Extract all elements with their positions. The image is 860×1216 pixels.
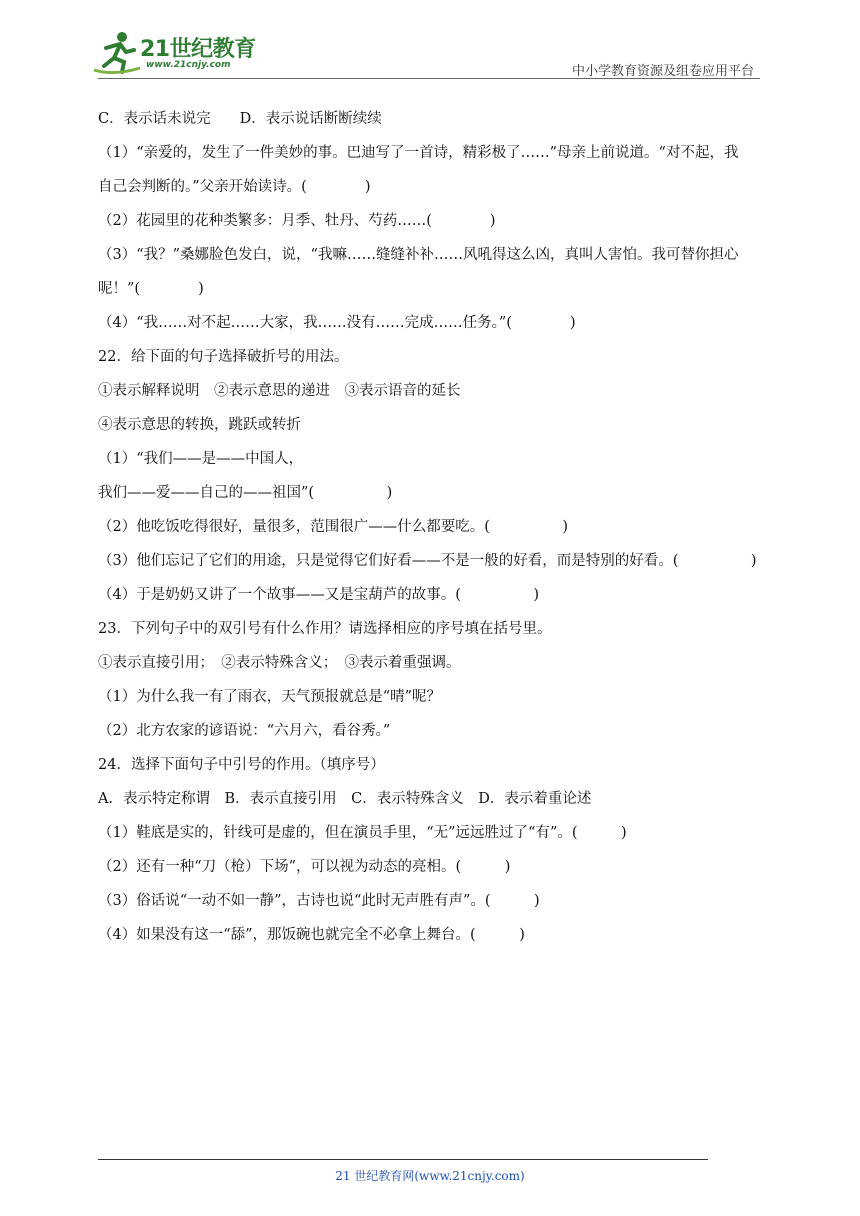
text-line: （2）还有一种“刀（枪）下场”，可以视为动态的亮相。( ) xyxy=(98,859,511,875)
text-line: （2）北方农家的谚语说：“六月六，看谷秀。” xyxy=(98,723,391,739)
text-line: （3）俗话说“一动不如一静”，古诗也说“此时无声胜有声”。( ) xyxy=(98,893,540,909)
logo-url-text: www.21cnjy.com xyxy=(146,60,231,70)
text-line: ①表示直接引用； ②表示特殊含义； ③表示着重强调。 xyxy=(98,655,461,671)
text-line: （3）他们忘记了它们的用途，只是觉得它们好看——不是一般的好看，而是特别的好看。( ) xyxy=(98,553,757,569)
site-logo[interactable] xyxy=(92,30,262,78)
text-line: ④表示意思的转换，跳跃或转折 xyxy=(98,417,301,433)
text-line: 自己会判断的。”父亲开始读诗。( ) xyxy=(98,179,371,195)
text-line: （1）“亲爱的，发生了一件美妙的事。巴迪写了一首诗，精彩极了……”母亲上前说道。“对不起，我 xyxy=(98,145,739,161)
runner-icon xyxy=(92,30,142,76)
text-line: 22．给下面的句子选择破折号的用法。 xyxy=(98,349,349,365)
text-line: A．表示特定称谓 B．表示直接引用 C．表示特殊含义 D．表示着重论述 xyxy=(98,791,592,807)
footer-divider xyxy=(98,1159,708,1160)
text-line: 24．选择下面句子中引号的作用。（填序号） xyxy=(98,757,385,773)
text-line: （2）他吃饭吃得很好，量很多，范围很广——什么都要吃。( ) xyxy=(98,519,569,535)
site-tagline: 中小学教育资源及组卷应用平台 xyxy=(571,64,754,79)
header-divider xyxy=(98,78,760,79)
text-line: （4）“我……对不起……大家，我……没有……完成……任务。”( ) xyxy=(98,315,576,331)
page-header xyxy=(0,0,860,82)
text-line: （1）“我们——是——中国人， xyxy=(98,451,304,467)
text-line: 呢！”( ) xyxy=(98,281,204,297)
text-line: 我们——爱——自己的——祖国”( ) xyxy=(98,485,393,501)
text-line: C．表示话未说完 D．表示说话断断续续 xyxy=(98,111,382,127)
text-line: ①表示解释说明 ②表示意思的递进 ③表示语音的延长 xyxy=(98,383,461,399)
text-line: （2）花园里的花种类繁多：月季、牡丹、芍药……( ) xyxy=(98,213,496,229)
logo-brand-text: 21世纪教育 xyxy=(140,37,256,62)
text-line: （1）鞋底是实的，针线可是虚的，但在演员手里，“无”远远胜过了“有”。( ) xyxy=(98,825,627,841)
footer-link[interactable]: 21 世纪教育网(www.21cnjy.com) xyxy=(335,1169,525,1183)
text-line: （4）如果没有这一“舔”，那饭碗也就完全不必拿上舞台。( ) xyxy=(98,927,525,943)
worksheet-body xyxy=(98,102,764,952)
text-line: （3）“我？”桑娜脸色发白，说，“我嘛……缝缝补补……风吼得这么凶，真叫人害怕。我可替你担心 xyxy=(98,247,739,263)
text-line: （1）为什么我一有了雨衣，天气预报就总是“晴”呢？ xyxy=(98,689,442,705)
text-line: （4）于是奶奶又讲了一个故事——又是宝葫芦的故事。( ) xyxy=(98,587,540,603)
text-line: 23．下列句子中的双引号有什么作用？请选择相应的序号填在括号里。 xyxy=(98,621,552,637)
